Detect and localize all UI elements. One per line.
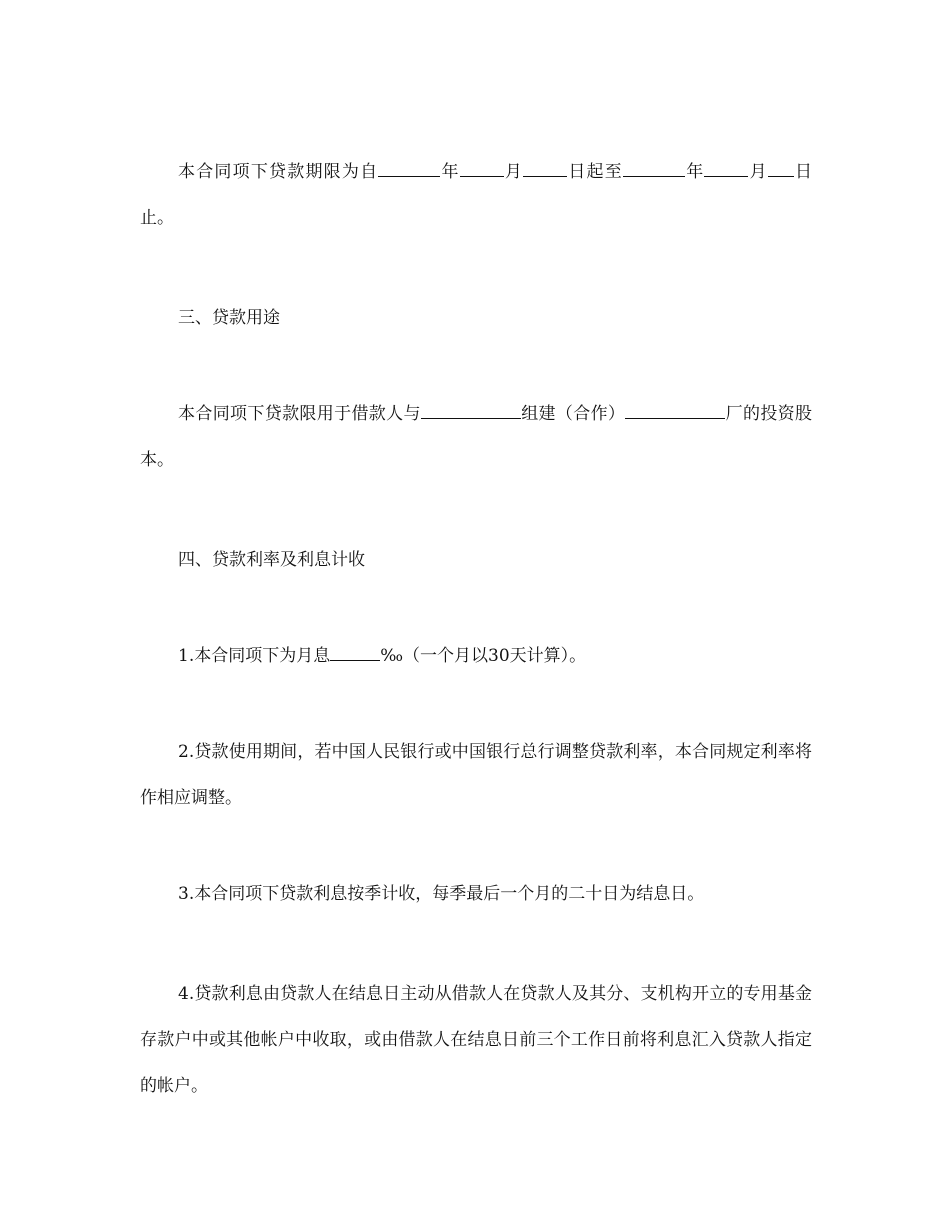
start-day-blank: [523, 160, 567, 177]
term-text-7: 日止。: [140, 162, 813, 228]
section-3-heading: 三、贷款用途: [178, 308, 280, 328]
start-month-blank: [460, 160, 504, 177]
term-text-3: 月: [503, 162, 524, 182]
purpose-text-3: 厂的投资股本。: [140, 404, 813, 470]
term-text-1: 本合同项下贷款期限为自: [178, 162, 379, 182]
factory-blank: [625, 402, 725, 419]
loan-term-paragraph: [140, 149, 812, 241]
interest-item-3: 3.本合同项下贷款利息按季计收，每季最后一个月的二十日为结息日。: [178, 884, 705, 904]
term-text-5: 年: [684, 162, 705, 182]
end-month-blank: [704, 160, 748, 177]
purpose-text-1: 本合同项下贷款限用于借款人与: [178, 404, 421, 424]
interest-item-4: 4.贷款利息由贷款人在结息日主动从借款人在贷款人及其分、支机构开立的专用基金存款户中或其他帐户中收取，或由借款人在结息日前三个工作日前将利息汇入贷款人指定的帐户。: [140, 984, 812, 1096]
item1-text-2: ‰（一个月以30天计算）。: [380, 646, 587, 666]
term-text-4: 日起至: [567, 162, 623, 182]
interest-item-1: [140, 633, 812, 679]
end-year-blank: [623, 160, 685, 177]
loan-purpose-paragraph: [140, 391, 812, 483]
start-year-blank: [378, 160, 440, 177]
interest-item-2: 2.贷款使用期间，若中国人民银行或中国银行总行调整贷款利率，本合同规定利率将作相应调整。: [140, 742, 812, 808]
monthly-rate-blank: [330, 644, 380, 661]
term-text-2: 年: [440, 162, 460, 182]
term-text-6: 月: [748, 162, 768, 182]
end-day-blank: [768, 160, 794, 177]
item1-text-1: 1.本合同项下为月息: [178, 646, 331, 666]
section-4-heading: 四、贷款利率及利息计收: [178, 550, 365, 570]
purpose-text-2: 组建（合作）: [520, 404, 626, 424]
partner-blank: [421, 402, 521, 419]
